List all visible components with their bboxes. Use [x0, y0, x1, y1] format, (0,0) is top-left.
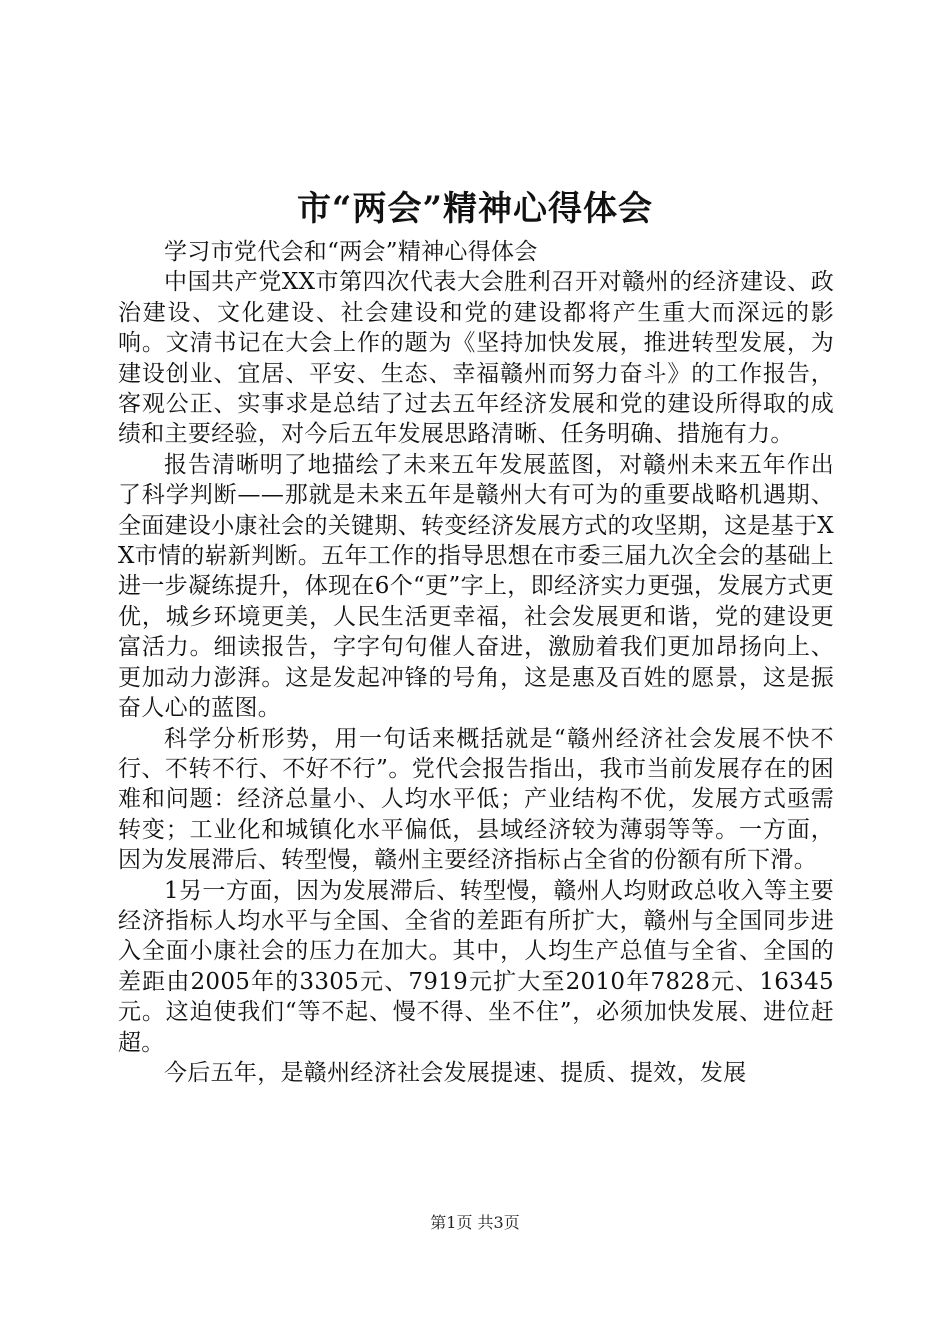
body-paragraph: 1另一方面，因为发展滞后、转型慢，赣州人均财政总收入等主要经济指标人均水平与全国、全省的差距有所扩大，赣州与全国同步进入全面小康社会的压力在加大。其中，人均生产总值与全省、全国的差距由2005年的3305元、7919元扩大至2010年7828元、16345元。这迫使我们“等不起、慢不得、坐不住”，必须加快发展、进位赶超。	[118, 877, 834, 1056]
body-paragraph: 科学分析形势，用一句话来概括就是“赣州经济社会发展不快不行、不转不行、不好不行”。党代会报告指出，我市当前发展存在的困难和问题：经济总量小、人均水平低；产业结构不优，发展方式亟需转变；工业化和城镇化水平偏低，县域经济较为薄弱等等。一方面，因为发展滞后、转型慢，赣州主要经济指标占全省的份额有所下滑。	[118, 725, 834, 874]
body-paragraph: 今后五年，是赣州经济社会发展提速、提质、提效，发展	[164, 1059, 747, 1086]
subtitle-paragraph: 学习市党代会和“两会”精神心得体会	[164, 239, 538, 265]
body-paragraph: 中国共产党XX市第四次代表大会胜利召开对赣州的经济建设、政治建设、文化建设、社会建设和党的建设都将产生重大而深远的影响。文清书记在大会上作的题为《坚持加快发展，推进转型发展，为建设创业、宜居、平安、生态、幸福赣州而努力奋斗》的工作报告，客观公正、实事求是总结了过去五年经济发展和党的建设所得取的成绩和主要经验，对今后五年发展思路清晰、任务明确、措施有力。	[118, 269, 834, 448]
document-body	[118, 237, 834, 1088]
body-paragraph: 报告清晰明了地描绘了未来五年发展蓝图，对赣州未来五年作出了科学判断——那就是未来五年是赣州大有可为的重要战略机遇期、全面建设小康社会的关键期、转变经济发展方式的攻坚期，这是基于XX市情的崭新判断。五年工作的指导思想在市委三届九次全会的基础上进一步凝练提升，体现在6个“更”字上，即经济实力更强，发展方式更优，城乡环境更美，人民生活更幸福，社会发展更和谐，党的建设更富活力。细读报告，字字句句催人奋进，激励着我们更加昂扬向上、更加动力澎湃。这是发起冲锋的号角，这是惠及百姓的愿景，这是振奋人心的蓝图。	[118, 451, 834, 722]
document-title: 市“两会”精神心得体会	[296, 189, 654, 229]
page-number-footer: 第1页 共3页	[430, 1213, 520, 1232]
